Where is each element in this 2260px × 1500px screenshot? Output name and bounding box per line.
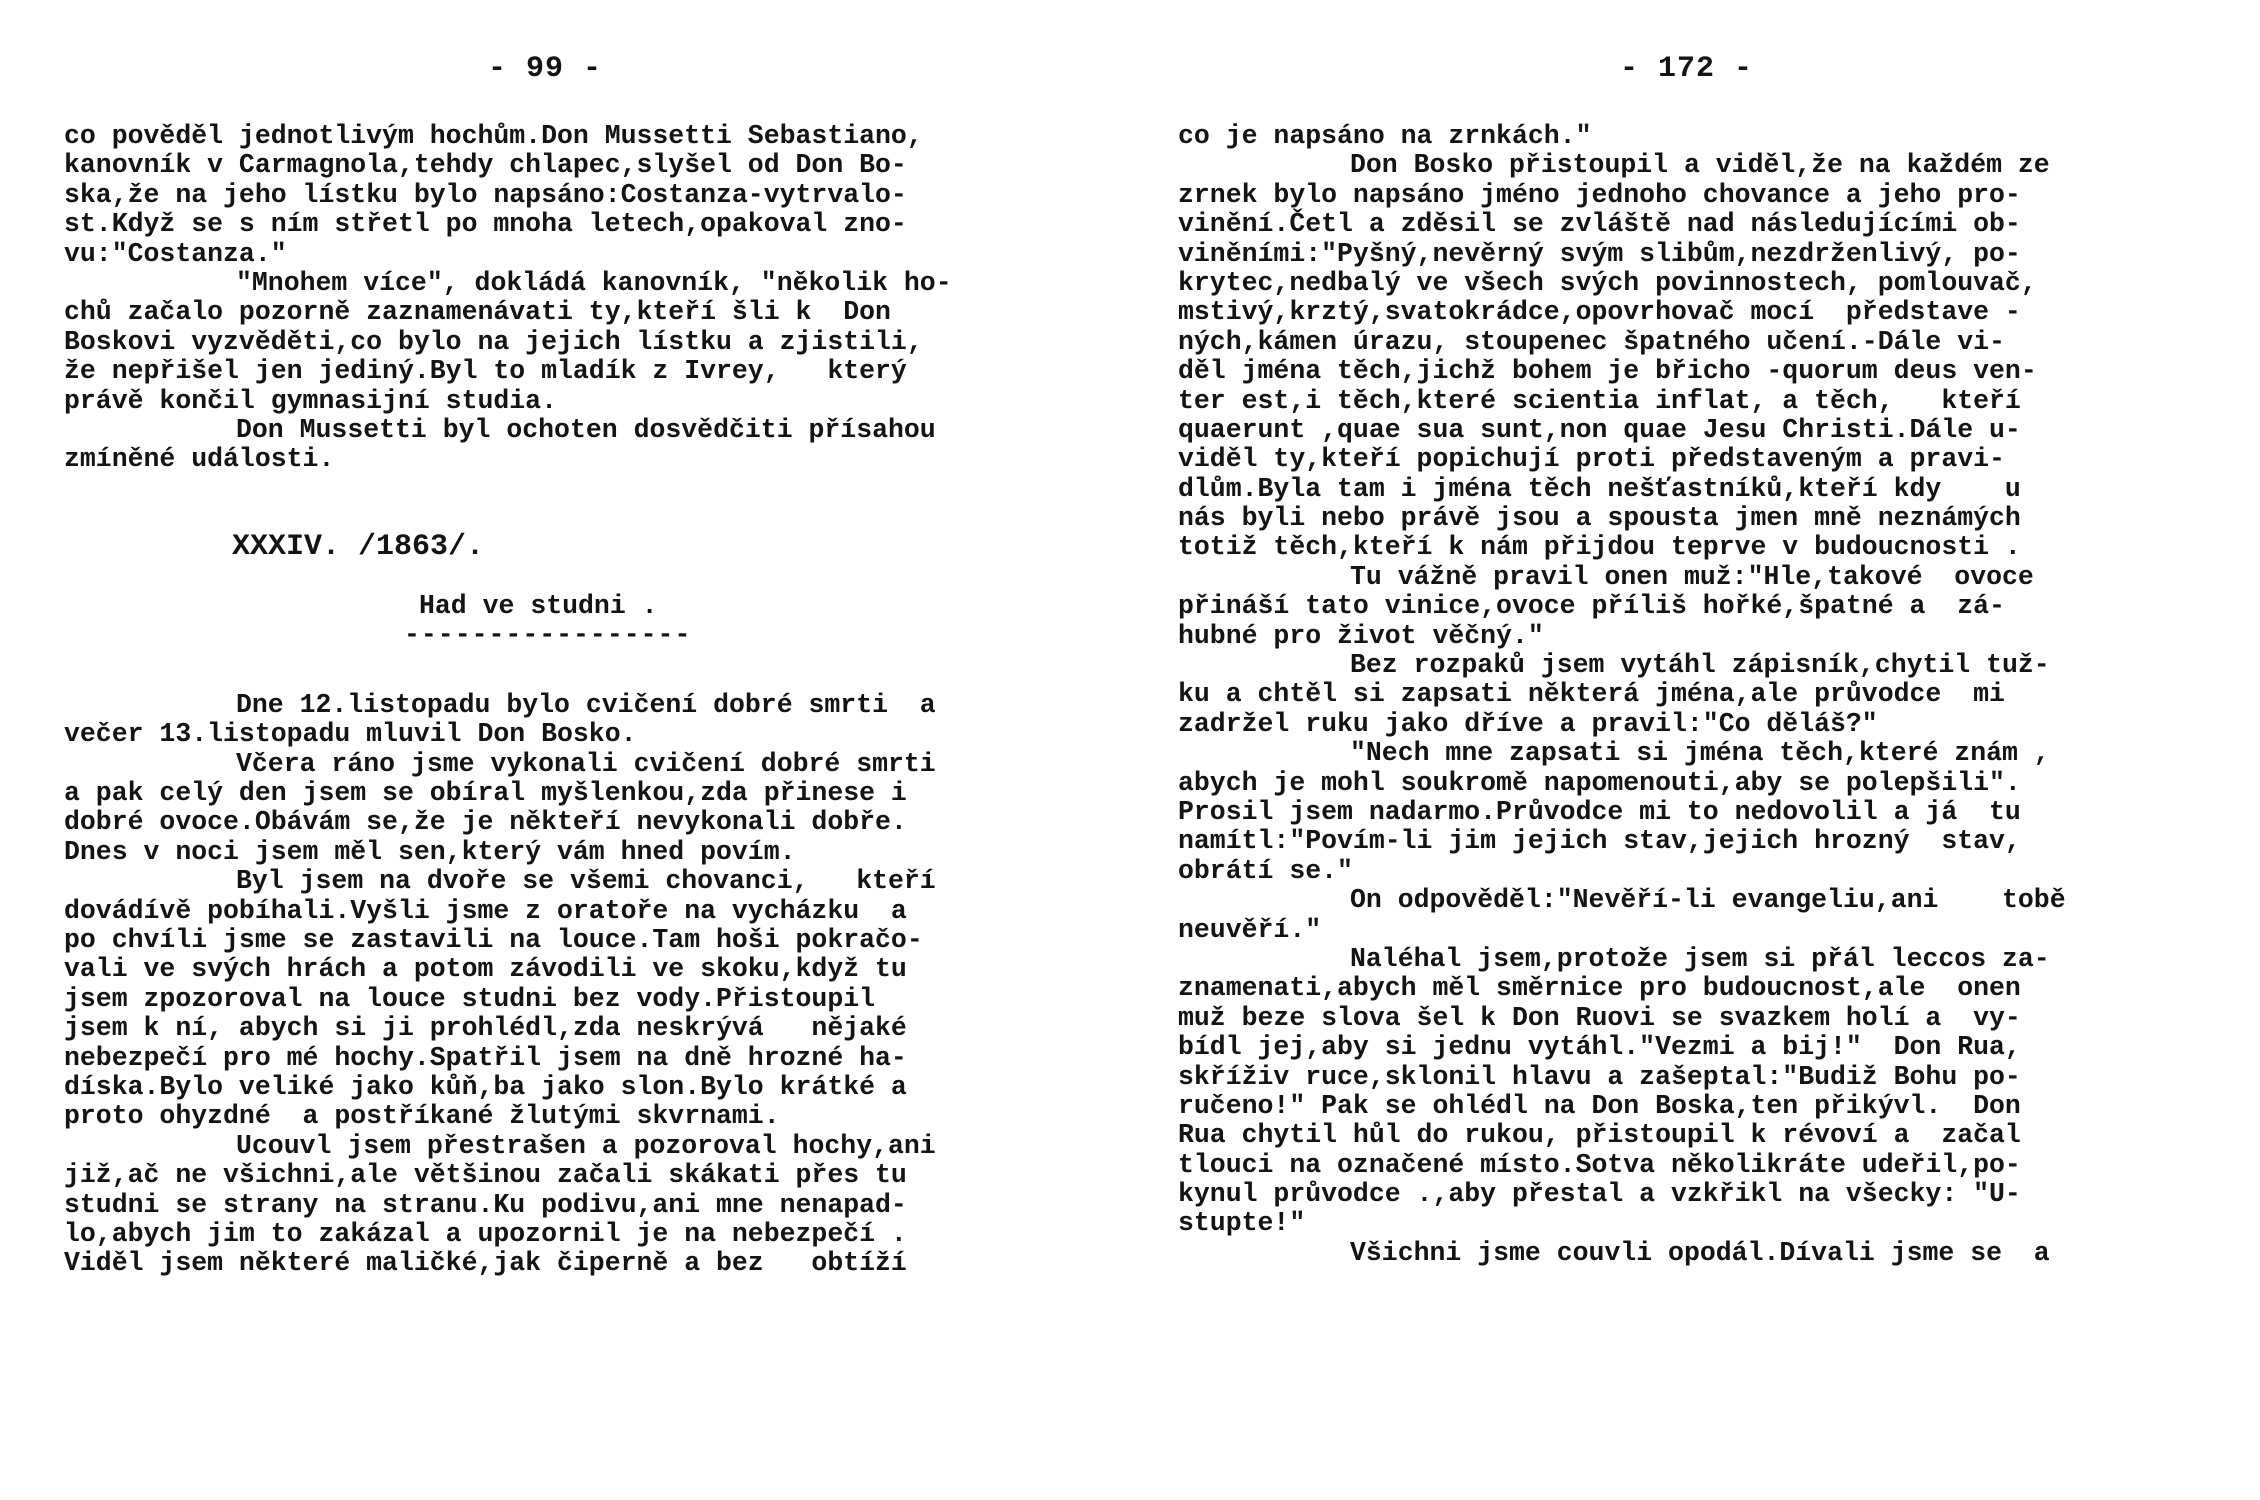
text-line: Všichni jsme couvli opodál.Dívali jsme se a bbox=[1350, 1237, 2050, 1268]
chapter-title: Had ve studni . bbox=[419, 591, 658, 622]
text-line: viněními:"Pyšný,nevěrný svým slibům,nezdrženlivý, po- bbox=[1178, 238, 2021, 269]
right-page bbox=[1130, 0, 2260, 1500]
paragraph bbox=[64, 1132, 1084, 1279]
paragraph bbox=[64, 750, 1084, 868]
title-underline: ----------------- bbox=[404, 620, 692, 651]
text-line: chů začalo pozorně zaznamenávati ty,kteří šli k Don bbox=[64, 297, 891, 328]
text-line: díska.Bylo veliké jako kůň,ba jako slon.Bylo krátké a bbox=[64, 1071, 907, 1102]
text-line: Dnes v noci jsem měl sen,který vám hned povím. bbox=[64, 836, 796, 867]
text-line: Byl jsem na dvoře se všemi chovanci, kteří bbox=[236, 866, 936, 897]
paragraph bbox=[1178, 151, 2218, 562]
text-line: kynul průvodce .,aby přestal a vzkřikl na všecky: "U- bbox=[1178, 1179, 2021, 1210]
text-line: jsem zpozoroval na louce studni bez vody.Přistoupil bbox=[64, 983, 876, 1014]
page-number: - 99 - bbox=[488, 52, 603, 86]
text-line: hubné pro život věčný." bbox=[1178, 620, 1544, 651]
text-line: jsem k ní, abych si ji prohlédl,zda neskrývá nějaké bbox=[64, 1013, 907, 1044]
chapter-heading: XXXIV. /1863/. bbox=[232, 529, 485, 564]
text-line: dobré ovoce.Obávám se,že je někteří nevykonali dobře. bbox=[64, 807, 907, 838]
right-page-text bbox=[1178, 122, 2218, 1268]
text-line: vali ve svých hrách a potom závodili ve skoku,když tu bbox=[64, 954, 907, 985]
text-line: ska,že na jeho lístku bylo napsáno:Costanza-vytrvalo- bbox=[64, 179, 907, 210]
text-line: přináší tato vinice,ovoce příliš hořké,špatné a zá- bbox=[1178, 591, 2005, 622]
text-line: kanovník v Carmagnola,tehdy chlapec,slyšel od Don Bo- bbox=[64, 150, 907, 181]
text-line: děl jména těch,jichž bohem je břicho -quorum deus ven- bbox=[1178, 356, 2037, 387]
paragraph bbox=[64, 269, 1084, 416]
text-line: zadržel ruku jako dříve a pravil:"Co děláš?" bbox=[1178, 708, 1878, 739]
text-line: abych je mohl soukromě napomenouti,aby se polepšili". bbox=[1178, 767, 2021, 798]
text-line: namítl:"Povím-li jim jejich stav,jejich hrozný stav, bbox=[1178, 826, 2021, 857]
text-line: ku a chtěl si zapsati některá jména,ale průvodce mi bbox=[1178, 679, 2005, 710]
text-line: po chvíli jsme se zastavili na louce.Tam hoši pokračo- bbox=[64, 925, 923, 955]
text-line: quaerunt ,quae sua sunt,non quae Jesu Christi.Dále u- bbox=[1178, 414, 2021, 445]
text-line: dovádívě pobíhali.Vyšli jsme z oratoře na vycházku a bbox=[64, 895, 907, 926]
text-line: lo,abych jim to zakázal a upozornil je na nebezpečí . bbox=[64, 1218, 907, 1249]
paragraph bbox=[64, 122, 1084, 269]
text-line: Ucouvl jsem přestrašen a pozoroval hochy,ani bbox=[236, 1130, 936, 1161]
text-line: dlům.Byla tam i jména těch nešťastníků,kteří kdy u bbox=[1178, 473, 2021, 504]
text-line: "Nech mne zapsati si jména těch,které znám , bbox=[1350, 738, 2050, 769]
text-line: ručeno!" Pak se ohlédl na Don Boska,ten přikývl. Don bbox=[1178, 1090, 2021, 1121]
text-line: proto ohyzdné a postříkané žlutými skvrnami. bbox=[64, 1101, 780, 1132]
text-line: co je napsáno na zrnkách." bbox=[1178, 121, 1592, 151]
text-line: večer 13.listopadu mluvil Don Bosko. bbox=[64, 719, 637, 750]
paragraph bbox=[64, 691, 1084, 750]
paragraph bbox=[1178, 739, 2218, 886]
text-line: a pak celý den jsem se obíral myšlenkou,zda přinese i bbox=[64, 778, 907, 809]
text-line: Viděl jsem některé maličké,jak čiperně a bez obtíží bbox=[64, 1248, 907, 1279]
text-line: ných,kámen úrazu, stoupenec špatného učení.-Dále vi- bbox=[1178, 326, 2005, 357]
text-line: Včera ráno jsme vykonali cvičení dobré smrti bbox=[236, 748, 936, 779]
text-line: vu:"Costanza." bbox=[64, 238, 287, 269]
page-number: - 172 - bbox=[1620, 52, 1754, 86]
paragraph bbox=[1178, 945, 2218, 1239]
text-line: Rua chytil hůl do rukou, přistoupil k révoví a začal bbox=[1178, 1120, 2021, 1151]
paragraph bbox=[64, 867, 1084, 1132]
text-line: Don Mussetti byl ochoten dosvědčiti přísahou bbox=[236, 414, 936, 445]
text-line: zmíněné události. bbox=[64, 444, 335, 475]
text-line: mstivý,krztý,svatokrádce,opovrhovač mocí představe - bbox=[1178, 297, 2021, 328]
text-line: Naléhal jsem,protože jsem si přál leccos za- bbox=[1350, 943, 2050, 974]
paragraph bbox=[1178, 886, 2218, 945]
text-line: již,ač ne všichni,ale většinou začali skákati přes tu bbox=[64, 1160, 907, 1191]
text-line: Dne 12.listopadu bylo cvičení dobré smrti a bbox=[236, 689, 936, 720]
text-line: nebezpečí pro mé hochy.Spatřil jsem na dně hrozné ha- bbox=[64, 1042, 907, 1073]
text-line: neuvěří." bbox=[1178, 914, 1322, 945]
paragraph bbox=[1178, 122, 2218, 151]
text-line: On odpověděl:"Nevěří-li evangeliu,ani tobě bbox=[1350, 885, 2066, 916]
text-line: tlouci na označené místo.Sotva několikráte udeřil,po- bbox=[1178, 1149, 2021, 1180]
text-line: co pověděl jednotlivým hochům.Don Mussetti Sebastiano, bbox=[64, 121, 923, 151]
text-line: totiž těch,kteří k nám přijdou teprve v budoucnosti . bbox=[1178, 532, 2021, 563]
text-line: "Mnohem více", dokládá kanovník, "několik ho- bbox=[236, 267, 952, 298]
text-line: bídl jej,aby si jednu vytáhl."Vezmi a bij!" Don Rua, bbox=[1178, 1032, 2021, 1063]
text-line: Prosil jsem nadarmo.Průvodce mi to nedovolil a já tu bbox=[1178, 796, 2021, 827]
text-line: obrátí se." bbox=[1178, 855, 1353, 886]
text-line: skříživ ruce,sklonil hlavu a zašeptal:"Budiž Bohu po- bbox=[1178, 1061, 2021, 1092]
paragraph bbox=[64, 416, 1084, 475]
text-line: zrnek bylo napsáno jméno jednoho chovance a jeho pro- bbox=[1178, 179, 2021, 210]
paragraph bbox=[1178, 651, 2218, 739]
text-line: právě končil gymnasijní studia. bbox=[64, 385, 557, 416]
paragraph bbox=[1178, 563, 2218, 651]
text-line: Don Bosko přistoupil a viděl,že na každém ze bbox=[1350, 150, 2050, 181]
text-line: ter est,i těch,které scientia inflat, a těch, kteří bbox=[1178, 385, 2021, 416]
text-line: st.Když se s ním střetl po mnoha letech,opakoval zno- bbox=[64, 209, 907, 240]
text-line: že nepřišel jen jediný.Byl to mladík z Ivrey, který bbox=[64, 356, 907, 387]
text-line: stupte!" bbox=[1178, 1208, 1306, 1239]
text-line: studni se strany na stranu.Ku podivu,ani mne nenapad- bbox=[64, 1189, 907, 1220]
text-line: Boskovi vyzvěděti,co bylo na jejich lístku a zjistili, bbox=[64, 326, 923, 357]
left-page-text bbox=[64, 122, 1084, 1279]
text-line: viděl ty,kteří popichují proti představeným a pravi- bbox=[1178, 444, 2005, 475]
text-line: muž beze slova šel k Don Ruovi se svazkem holí a vy- bbox=[1178, 1002, 2021, 1033]
text-line: vinění.Četl a zděsil se zvláště nad následujícími ob- bbox=[1178, 209, 2021, 240]
paragraph bbox=[1178, 1239, 2218, 1268]
text-line: Bez rozpaků jsem vytáhl zápisník,chytil tuž- bbox=[1350, 650, 2050, 681]
text-line: Tu vážně pravil onen muž:"Hle,takové ovoce bbox=[1350, 561, 2034, 592]
text-line: nás byli nebo právě jsou a spousta jmen mně neznámých bbox=[1178, 503, 2021, 534]
text-line: znamenati,abych měl směrnice pro budoucnost,ale onen bbox=[1178, 973, 2021, 1004]
text-line: krytec,nedbalý ve všech svých povinnostech, pomlouvač, bbox=[1178, 267, 2037, 298]
